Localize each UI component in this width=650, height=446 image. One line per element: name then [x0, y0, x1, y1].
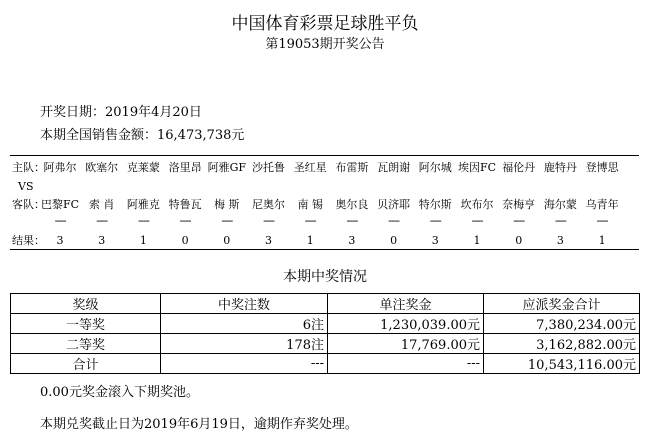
prize-row-first: [11, 314, 640, 334]
match-result: 3: [348, 234, 356, 247]
match-separator: ----: [346, 214, 358, 227]
deadline-note: 本期兑奖截止日为2019年6月19日，逾期作弃奖处理。: [40, 417, 358, 432]
prize-row-sum: [11, 354, 640, 374]
match-separator: ----: [596, 214, 608, 227]
away-team: 贝济耶: [377, 198, 411, 211]
match-result: 0: [223, 234, 231, 247]
home-team: 阿尔城: [418, 161, 452, 174]
away-team: 尼奥尔: [252, 198, 285, 211]
match-separator: ----: [388, 214, 400, 227]
match-result: 1: [598, 234, 606, 247]
away-row: [10, 197, 639, 213]
prize-single: 17,769.00元: [328, 334, 484, 354]
prize-row-second: [11, 334, 640, 354]
header-total: 应派奖金合计: [484, 294, 640, 314]
prize-level: 合计: [11, 354, 161, 374]
match-separator: ----: [471, 214, 483, 227]
home-team: 阿弗尔: [43, 161, 77, 174]
header-level: 奖级: [11, 294, 161, 314]
match-separator: ----: [304, 214, 316, 227]
match-grid: [10, 155, 639, 250]
match-separator: ----: [54, 214, 66, 227]
match-separator: ----: [96, 214, 108, 227]
announcement-title: 中国体育彩票足球胜平负: [231, 14, 419, 34]
match-result: 0: [181, 234, 189, 247]
prize-count: ---: [161, 354, 328, 374]
prize-total: 3,162,882.00元: [484, 334, 640, 354]
home-team: 欧塞尔: [85, 161, 119, 174]
home-team: 埃因FC: [457, 161, 497, 174]
match-separator: ----: [429, 214, 441, 227]
prize-section-title: 本期中奖情况: [283, 269, 367, 285]
home-team: 克莱蒙: [126, 161, 160, 174]
prize-total: 10,543,116.00元: [484, 354, 640, 374]
home-row: [10, 160, 639, 176]
vs-label: VS: [18, 180, 34, 193]
home-label: 主队：: [12, 161, 45, 174]
home-team: 登博思: [585, 161, 619, 174]
match-result: 1: [473, 234, 481, 247]
match-result: 3: [556, 234, 564, 247]
away-team: 梅 斯: [214, 198, 240, 211]
vs-row: [10, 179, 639, 195]
prize-single: 1,230,039.00元: [328, 314, 484, 334]
home-team: 瓦朗谢: [377, 161, 411, 174]
prize-level: 一等奖: [11, 314, 161, 334]
prize-total: 7,380,234.00元: [484, 314, 640, 334]
home-team: 圣红星: [293, 161, 327, 174]
away-team: 南 锡: [297, 198, 323, 211]
match-result: 3: [56, 234, 64, 247]
match-result: 1: [139, 234, 147, 247]
away-team: 海尔蒙: [543, 198, 577, 211]
home-team: 鹿特丹: [543, 161, 577, 174]
away-team: 巴黎FC: [40, 198, 80, 211]
prize-level: 二等奖: [11, 334, 161, 354]
match-result: 1: [306, 234, 314, 247]
away-team: 乌青年: [585, 198, 619, 211]
match-separator: ----: [221, 214, 233, 227]
match-result: 0: [515, 234, 523, 247]
match-separator: ----: [263, 214, 274, 227]
away-team: 阿雅克: [126, 198, 160, 211]
home-team: 洛里昂: [168, 161, 202, 174]
prize-header-row: [11, 294, 640, 314]
match-separator: ----: [137, 214, 149, 227]
prize-table: [10, 293, 640, 374]
home-team: 福伦丹: [502, 161, 536, 174]
away-team: 奥尔良: [335, 198, 369, 211]
result-row: [10, 233, 639, 249]
prize-count: 178注: [161, 334, 328, 354]
match-result: 0: [390, 234, 398, 247]
prize-count: 6注: [161, 314, 328, 334]
home-team: 沙托鲁: [252, 161, 285, 174]
match-separator: ----: [179, 214, 191, 227]
sales-amount: 本期全国销售金额：16,473,738元: [40, 128, 245, 143]
header-count: 中奖注数: [161, 294, 328, 314]
draw-date: 开奖日期：2019年4月20日: [40, 105, 202, 120]
result-label: 结果：: [12, 234, 45, 247]
away-team: 特尔斯: [418, 198, 452, 211]
home-team: 布雷斯: [335, 161, 369, 174]
away-label: 客队：: [12, 198, 45, 211]
header-single: 单注奖金: [328, 294, 484, 314]
match-result: 3: [431, 234, 439, 247]
away-team: 索 肖: [88, 198, 115, 211]
home-team: 阿雅GF: [207, 161, 246, 174]
rollover-note: 0.00元奖金滚入下期奖池。: [40, 385, 199, 400]
match-result: 3: [265, 234, 272, 247]
prize-single: ---: [328, 354, 484, 374]
match-result: 3: [98, 234, 106, 247]
away-team: 特鲁瓦: [168, 198, 202, 211]
match-separator: ----: [554, 214, 566, 227]
away-team: 坎布尔: [460, 198, 494, 211]
away-team: 奈梅亨: [502, 198, 536, 211]
separator-row: [10, 213, 639, 229]
issue-subtitle: 第19053期开奖公告: [265, 37, 385, 52]
match-separator: ----: [513, 214, 525, 227]
